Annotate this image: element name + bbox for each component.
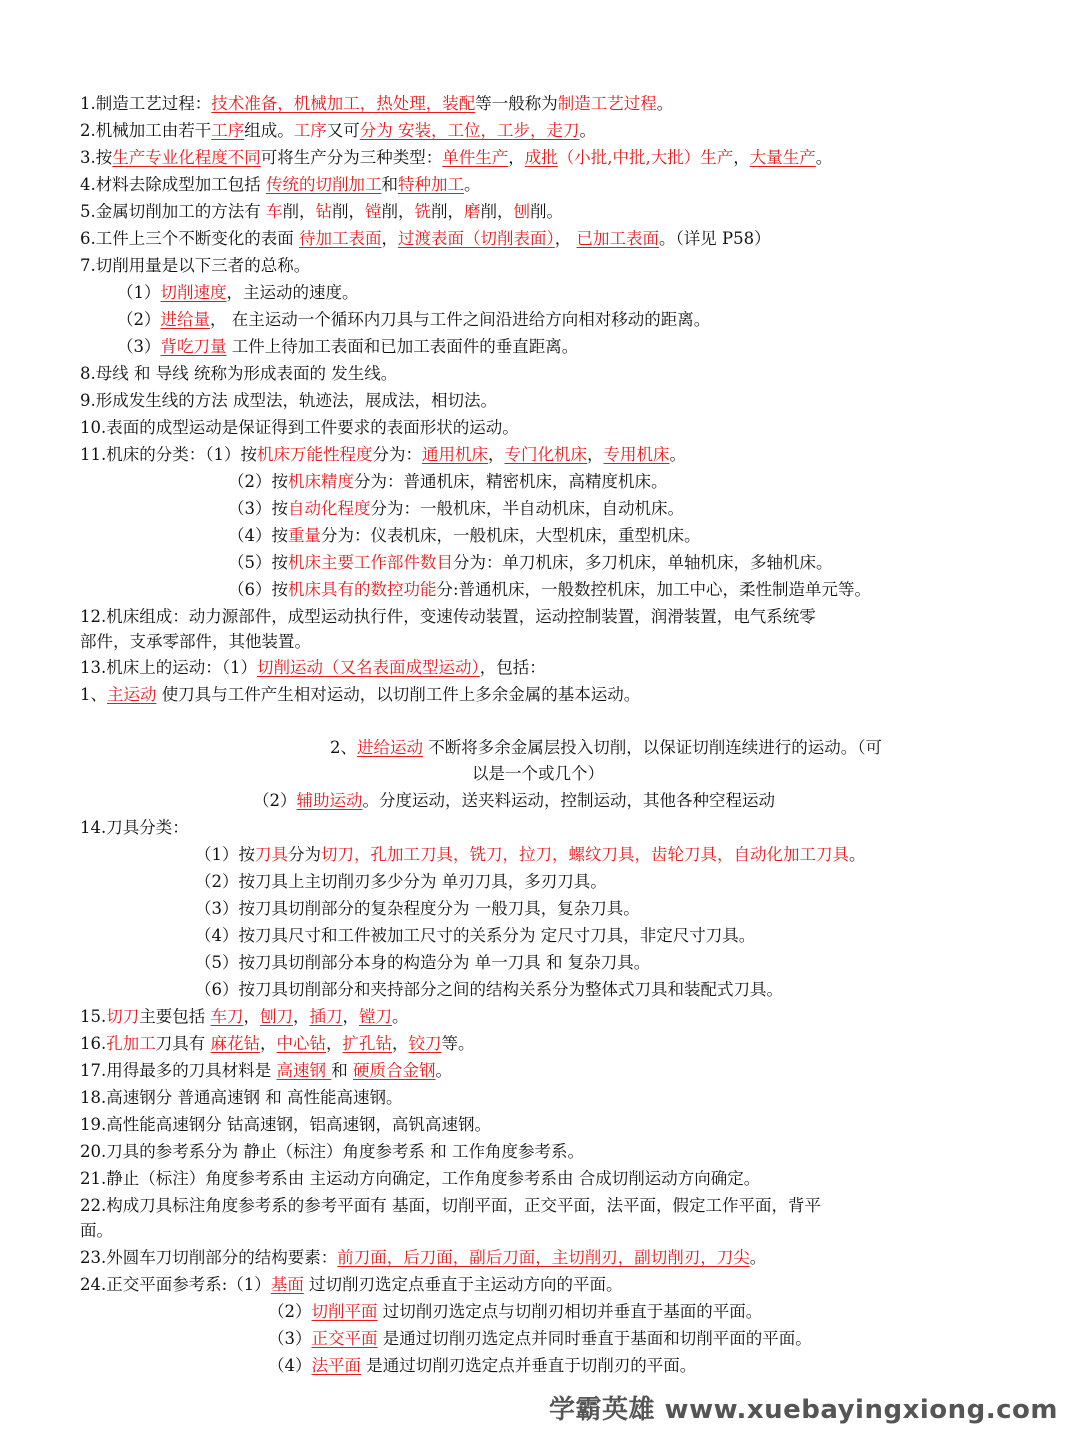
- highlight-term: 车: [266, 202, 283, 221]
- text-segment: （2）: [117, 310, 161, 329]
- highlight-term: 主运动: [107, 685, 157, 704]
- highlight-term: 硬质合金钢: [353, 1061, 436, 1080]
- highlight-term: 磨: [464, 202, 481, 221]
- text-line: [80, 1086, 402, 1110]
- text-segment: 6.工件上三个不断变化的表面: [80, 229, 299, 248]
- text-line: [80, 1246, 766, 1270]
- text-segment: 分为：一般机床，半自动机床，自动机床。: [370, 499, 684, 518]
- highlight-term: 单件生产: [442, 148, 509, 167]
- text-segment: ，: [508, 148, 525, 167]
- text-line: [330, 736, 882, 760]
- watermark: 学霸英雄 www.xuebayingxiong.com: [549, 1395, 1058, 1425]
- highlight-term: 生产专业化程度不同: [112, 148, 261, 167]
- text-line: [117, 281, 359, 305]
- text-segment: 和: [381, 175, 398, 194]
- text-segment: ，包括：: [479, 658, 546, 677]
- text-line: [195, 870, 607, 894]
- highlight-term: 中心钻: [276, 1034, 326, 1053]
- text-segment: 是通过切削刃选定点并同时垂直于基面和切削平面的平面。: [377, 1329, 812, 1348]
- text-segment: （2）按: [228, 472, 288, 491]
- text-segment: 不断将多余金属层投入切削，以保证切削连续进行的运动。（可: [423, 738, 882, 757]
- text-segment: 。: [749, 1248, 767, 1267]
- text-segment: 12.机床组成：动力源部件，成型运动执行件，变速传动装置，运动控制装置，润滑装置，电气系统零: [80, 607, 816, 626]
- text-segment: 和: [331, 1061, 353, 1080]
- text-segment: ，: [733, 148, 750, 167]
- text-segment: 5.金属切削加工的方法有: [80, 202, 266, 221]
- text-segment: 。: [464, 175, 481, 194]
- highlight-term: 工序: [293, 121, 327, 140]
- text-segment: 2、: [330, 738, 357, 757]
- text-line: [80, 200, 563, 224]
- text-segment: 23.外圆车刀切削部分的结构要素：: [80, 1248, 338, 1267]
- text-line: [80, 173, 481, 197]
- text-segment: 。: [656, 94, 674, 113]
- text-segment: 22.构成刀具标注角度参考系的参考平面有 基面，切削平面，正交平面，法平面，假定工作平面，背平: [80, 1196, 821, 1215]
- highlight-term: 车刀: [210, 1007, 244, 1026]
- text-line: [80, 816, 189, 840]
- text-segment: ，: [488, 445, 505, 464]
- text-segment: 分为: [288, 845, 321, 864]
- text-segment: ，: [554, 229, 577, 248]
- text-line: [268, 1300, 762, 1324]
- highlight-term: 麻花钻: [210, 1034, 260, 1053]
- text-segment: 11.机床的分类：（1）按: [80, 445, 257, 464]
- highlight-term: 机床具有的数控功能: [288, 580, 437, 599]
- text-line: [80, 1167, 760, 1191]
- text-line: [80, 683, 640, 707]
- text-segment: 等。: [441, 1034, 475, 1053]
- highlight-term: （小批,中批,大批）生产: [557, 148, 734, 167]
- text-segment: 分:普通机床，一般数控机床，加工中心，柔性制造单元等。: [436, 580, 872, 599]
- text-line: [268, 1327, 812, 1351]
- highlight-term: 铰刀: [408, 1034, 442, 1053]
- text-segment: 。: [579, 121, 596, 140]
- text-segment: 可将生产分为三种类型：: [260, 148, 443, 167]
- text-segment: ，主运动的速度。: [226, 283, 359, 302]
- text-line: [80, 254, 310, 278]
- text-segment: （2）按刀具上主切削刃多少分为 单刃刀具，多刃刀具。: [195, 872, 607, 891]
- text-segment: 分为：单刀机床，多刀机床，单轴机床，多轴机床。: [453, 553, 833, 572]
- highlight-term: 法平面: [311, 1356, 361, 1375]
- text-segment: 8.母线 和 导线 统称为形成表面的 发生线。: [80, 364, 398, 383]
- text-segment: ，: [342, 1007, 359, 1026]
- text-segment: （2）: [253, 791, 297, 810]
- text-segment: （3）按: [228, 499, 288, 518]
- text-segment: 分为：普通机床，精密机床，高精度机床。: [354, 472, 668, 491]
- highlight-term: 专用机床: [603, 445, 670, 464]
- highlight-term: 刀具: [255, 845, 288, 864]
- text-line: [268, 1354, 696, 1378]
- text-line: [195, 924, 755, 948]
- text-segment: 。: [392, 1007, 409, 1026]
- text-line: [117, 308, 710, 332]
- text-segment: ，: [260, 1034, 277, 1053]
- text-line: [195, 897, 640, 921]
- highlight-term: 机床主要工作部件数目: [288, 553, 453, 572]
- text-segment: ，: [326, 1034, 343, 1053]
- text-segment: （2）: [268, 1302, 312, 1321]
- text-segment: 3.按: [80, 148, 113, 167]
- text-segment: 1、: [80, 685, 107, 704]
- highlight-term: 切削速度: [160, 283, 227, 302]
- text-segment: 削，: [282, 202, 316, 221]
- text-line: [80, 1005, 409, 1029]
- highlight-term: 铣: [414, 202, 431, 221]
- text-segment: 削。: [530, 202, 563, 221]
- highlight-term: 自动化程度: [288, 499, 371, 518]
- highlight-term: 机床万能性程度: [257, 445, 373, 464]
- highlight-term: 高速钢: [276, 1061, 332, 1080]
- highlight-term: 机床精度: [288, 472, 354, 491]
- highlight-term: 刨刀: [260, 1007, 293, 1026]
- text-line: [80, 119, 596, 143]
- highlight-term: 特种加工: [398, 175, 464, 194]
- text-line: [228, 497, 684, 521]
- text-segment: 。（详见 P58）: [659, 229, 771, 248]
- highlight-term: 切削平面: [311, 1302, 378, 1321]
- text-segment: 1.制造工艺过程：: [80, 94, 212, 113]
- text-line: [80, 1194, 821, 1218]
- text-segment: （1）按: [195, 845, 255, 864]
- highlight-term: 切削运动（又名表面成型运动）: [257, 658, 480, 677]
- text-segment: 。: [669, 445, 686, 464]
- highlight-term: 扩孔钻: [342, 1034, 392, 1053]
- text-segment: 17.用得最多的刀具材料是: [80, 1061, 277, 1080]
- text-segment: ， 在主运动一个循环内刀具与工件之间沿进给方向相对移动的距离。: [210, 310, 711, 329]
- text-segment: 是通过切削刃选定点并垂直于切削刃的平面。: [361, 1356, 697, 1375]
- text-segment: 削，: [431, 202, 464, 221]
- highlight-term: 插刀: [309, 1007, 343, 1026]
- text-segment: 刀具有: [155, 1034, 211, 1053]
- text-segment: 使刀具与工件产生相对运动，以切削工件上多余金属的基本运动。: [156, 685, 641, 704]
- text-segment: 10.表面的成型运动是保证得到工件要求的表面形状的运动。: [80, 418, 519, 437]
- text-line: [80, 630, 311, 654]
- text-segment: 。: [815, 148, 833, 167]
- text-segment: 组成。: [244, 121, 294, 140]
- highlight-term: 通用机床: [422, 445, 488, 464]
- text-segment: 13.机床上的运动：（1）: [80, 658, 257, 677]
- text-segment: 15.: [80, 1007, 107, 1026]
- text-segment: （3）按刀具切削部分的复杂程度分为 一般刀具，复杂刀具。: [195, 899, 640, 918]
- text-segment: （4）按刀具尺寸和工件被加工尺寸的关系分为 定尺寸刀具，非定尺寸刀具。: [195, 926, 756, 945]
- text-segment: 。: [849, 845, 866, 864]
- text-segment: 以是一个或几个）: [472, 764, 604, 783]
- text-segment: （5）按刀具切削部分本身的构造分为 单一刀具 和 复杂刀具。: [195, 953, 651, 972]
- text-line: [117, 335, 578, 359]
- text-segment: 。分度运动，送夹料运动，控制运动，其他各种空程运动: [362, 791, 775, 810]
- text-line: [228, 551, 833, 575]
- text-segment: 削，: [381, 202, 415, 221]
- text-line: [80, 146, 832, 170]
- text-line: [228, 470, 668, 494]
- highlight-term: 镗刀: [359, 1007, 392, 1026]
- text-line: [472, 762, 604, 786]
- highlight-term: 进给量: [160, 310, 210, 329]
- text-segment: 4.材料去除成型加工包括: [80, 175, 266, 194]
- highlight-term: 切刀: [106, 1007, 140, 1026]
- highlight-term: 专门化机床: [504, 445, 587, 464]
- text-segment: 。: [435, 1061, 452, 1080]
- text-line: [195, 978, 783, 1002]
- text-segment: 14.刀具分类：: [80, 818, 189, 837]
- highlight-term: 镗: [365, 202, 382, 221]
- text-segment: 19.高性能高速钢分 钴高速钢，铝高速钢，高钒高速钢。: [80, 1115, 491, 1134]
- text-line: [228, 578, 871, 602]
- text-segment: ，: [381, 229, 398, 248]
- text-segment: 9.形成发生线的方法 成型法，轨迹法，展成法，相切法。: [80, 391, 497, 410]
- text-segment: （3）: [268, 1329, 312, 1348]
- text-segment: 过切削刃选定点与切削刃相切并垂直于基面的平面。: [377, 1302, 763, 1321]
- text-line: [80, 443, 686, 467]
- text-segment: ，: [587, 445, 604, 464]
- text-segment: 部件，支承零部件，其他装置。: [80, 632, 311, 651]
- text-segment: 面。: [80, 1221, 113, 1240]
- text-line: [195, 843, 866, 867]
- text-line: [80, 1273, 623, 1297]
- text-segment: （5）按: [228, 553, 288, 572]
- text-segment: 21.静止（标注）角度参考系由 主运动方向确定，工作角度参考系由 合成切削运动方向确定。: [80, 1169, 761, 1188]
- highlight-term: 前刀面，后刀面，副后刀面，主切削刃，副切削刃，刀尖: [337, 1248, 750, 1267]
- text-segment: 24.正交平面参考系:（1）: [80, 1275, 271, 1294]
- highlight-term: 制造工艺过程: [557, 94, 657, 113]
- text-segment: 分为：仪表机床，一般机床，大型机床，重型机床。: [321, 526, 701, 545]
- text-line: [253, 789, 775, 813]
- highlight-term: 分为 安装，工位，工步，走刀: [359, 121, 580, 140]
- text-segment: （3）: [117, 337, 161, 356]
- text-line: [80, 605, 816, 629]
- text-segment: （4）: [268, 1356, 312, 1375]
- highlight-term: 传统的切削加工: [266, 175, 382, 194]
- text-segment: 18.高速钢分 普通高速钢 和 高性能高速钢。: [80, 1088, 403, 1107]
- text-segment: （1）: [117, 283, 161, 302]
- text-line: [80, 1113, 491, 1137]
- text-segment: 7.切削用量是以下三者的总称。: [80, 256, 311, 275]
- highlight-term: 钻: [315, 202, 332, 221]
- highlight-term: 待加工表面: [299, 229, 382, 248]
- text-segment: 削，: [480, 202, 514, 221]
- highlight-term: 基面: [270, 1275, 304, 1294]
- text-line: [80, 389, 497, 413]
- text-segment: （6）按刀具切削部分和夹持部分之间的结构关系分为整体式刀具和装配式刀具。: [195, 980, 783, 999]
- text-line: [80, 1219, 113, 1243]
- text-segment: 过切削刃选定点垂直于主运动方向的平面。: [303, 1275, 623, 1294]
- text-line: [80, 92, 673, 116]
- text-segment: ，: [293, 1007, 310, 1026]
- text-line: [80, 1032, 475, 1056]
- highlight-term: 过渡表面（切削表面）: [398, 229, 555, 248]
- text-segment: 主要包括: [139, 1007, 211, 1026]
- text-line: [80, 416, 519, 440]
- highlight-term: 孔加工: [106, 1034, 156, 1053]
- text-segment: 16.: [80, 1034, 107, 1053]
- highlight-term: 辅助运动: [296, 791, 363, 810]
- text-segment: 削，: [332, 202, 365, 221]
- highlight-term: 刨: [513, 202, 530, 221]
- text-line: [228, 524, 701, 548]
- text-segment: 又可: [326, 121, 360, 140]
- text-segment: （6）按: [228, 580, 288, 599]
- highlight-term: 切刀，孔加工刀具，铣刀，拉刀，螺纹刀具，齿轮刀具，自动化加工刀具: [321, 845, 849, 864]
- text-segment: 工件上待加工表面和已加工表面件的垂直距离。: [226, 337, 579, 356]
- text-line: [195, 951, 650, 975]
- highlight-term: 工序: [211, 121, 245, 140]
- text-segment: （4）按: [228, 526, 288, 545]
- text-line: [80, 656, 546, 680]
- highlight-term: 正交平面: [311, 1329, 378, 1348]
- text-segment: ，: [243, 1007, 260, 1026]
- text-line: [80, 1059, 452, 1083]
- text-line: [80, 362, 397, 386]
- text-line: [80, 227, 771, 251]
- text-line: [80, 1140, 584, 1164]
- text-segment: 2.机械加工由若干: [80, 121, 212, 140]
- highlight-term: 成批: [524, 148, 558, 167]
- highlight-term: 技术准备，机械加工，热处理，装配: [211, 94, 476, 113]
- text-segment: ，: [392, 1034, 409, 1053]
- text-segment: 分为：: [372, 445, 422, 464]
- highlight-term: 已加工表面: [576, 229, 659, 248]
- highlight-term: 背吃刀量: [160, 337, 227, 356]
- text-segment: 等一般称为: [475, 94, 558, 113]
- text-segment: 20.刀具的参考系分为 静止（标注）角度参考系 和 工作角度参考系。: [80, 1142, 584, 1161]
- highlight-term: 大量生产: [749, 148, 816, 167]
- highlight-term: 重量: [288, 526, 321, 545]
- highlight-term: 进给运动: [357, 738, 423, 757]
